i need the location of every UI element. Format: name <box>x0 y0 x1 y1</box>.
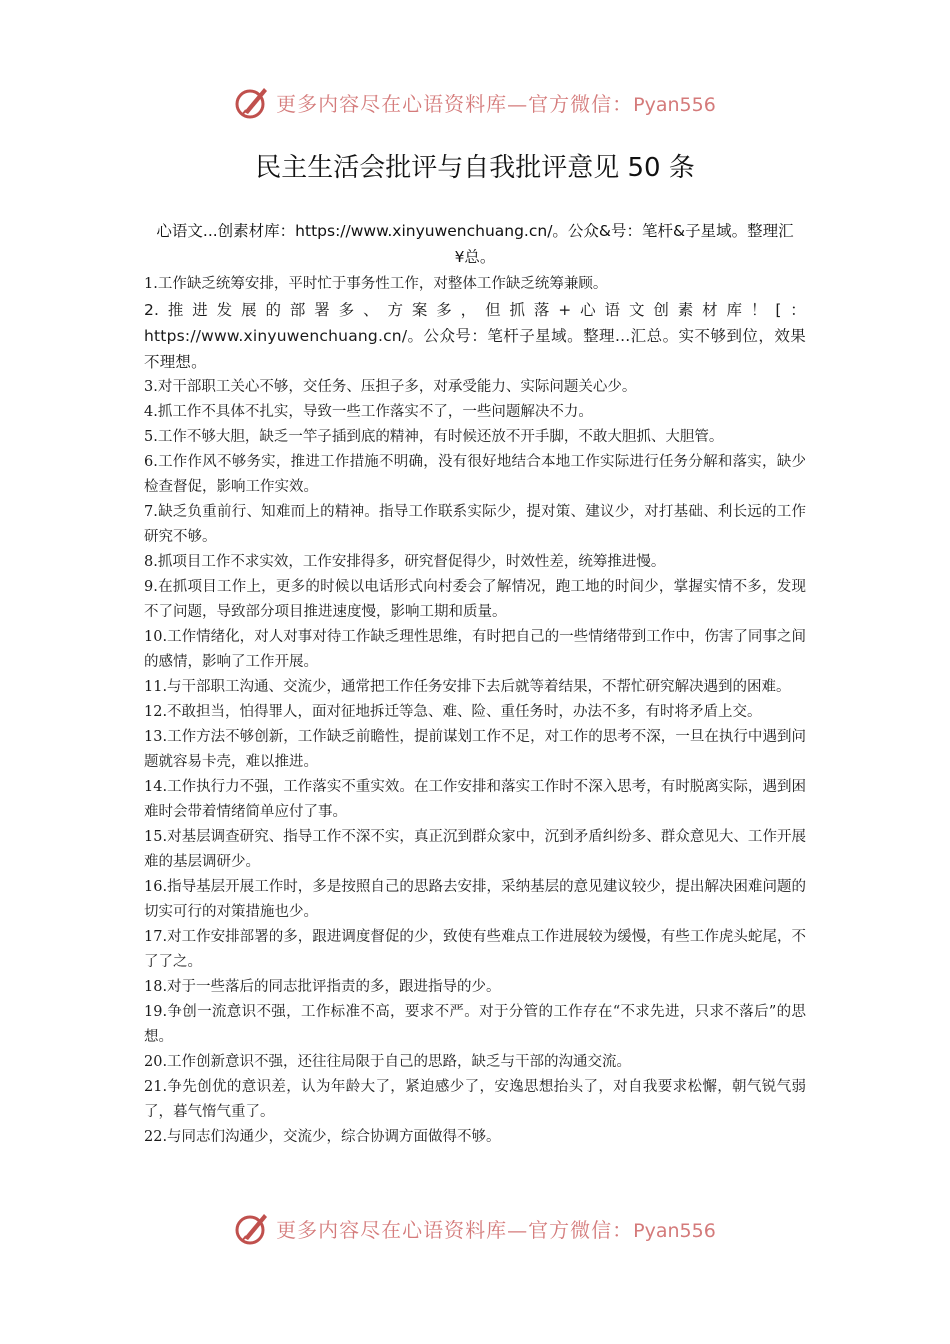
quill-logo-icon <box>234 1210 270 1246</box>
list-item: 7.缺乏负重前行、知难而上的精神。指导工作联系实际少，提对策、建议少，对打基础、利长远的工作研究不够。 <box>144 504 806 545</box>
list-item: 13.工作方法不够创新，工作缺乏前瞻性，提前谋划工作不足，对工作的思考不深，一旦在执行中遇到问题就容易卡壳，难以推进。 <box>144 729 806 770</box>
list-item: 16.指导基层开展工作时，多是按照自己的思路去安排，采纳基层的意见建议较少，提出解决困难问题的切实可行的对策措施也少。 <box>144 879 806 920</box>
document-body <box>144 218 806 1150</box>
list-item: 21.争先创优的意识差，认为年龄大了，紧迫感少了，安逸思想抬头了，对自我要求松懈，朝气锐气弱了，暮气惰气重了。 <box>144 1079 806 1120</box>
list-item: 15.对基层调查研究、指导工作不深不实，真正沉到群众家中，沉到矛盾纠纷多、群众意见大、工作开展难的基层调研少。 <box>144 829 806 870</box>
list-item: 3.对干部职工关心不够，交任务、压担子多，对承受能力、实际问题关心少。 <box>144 379 637 395</box>
list-item: 8.抓项目工作不求实效，工作安排得多，研究督促得少，时效性差，统筹推进慢。 <box>144 554 666 570</box>
list-item: 5.工作不够大胆，缺乏一竿子插到底的精神，有时候还放不开手脚，不敢大胆抓、大胆管。 <box>144 429 724 445</box>
footer-banner <box>0 1208 950 1248</box>
list-item: 20.工作创新意识不强，还往往局限于自己的思路，缺乏与干部的沟通交流。 <box>144 1054 632 1070</box>
list-item: 22.与同志们沟通少，交流少，综合协调方面做得不够。 <box>144 1129 501 1145</box>
intro-paragraph: 心语文...创素材库：https://www.xinyuwenchuang.cn/。公众&号：笔杆&子星域。整理汇¥总。 <box>156 222 794 266</box>
list-item: 11.与干部职工沟通、交流少，通常把工作任务安排下去后就等着结果，不帮忙研究解决遇到的困难。 <box>144 679 791 695</box>
footer-banner-text: 更多内容尽在心语资料库—官方微信：Pyan556 <box>276 1217 716 1242</box>
header-banner <box>0 82 950 122</box>
list-item: 12.不敢担当，怕得罪人，面对征地拆迁等急、难、险、重任务时，办法不多，有时将矛盾上交。 <box>144 704 762 720</box>
list-item: 2.推进发展的部署多、方案多，但抓落+心语文创素材库！[：https://www.xinyuwenchuang.cn/。公众号：笔杆子星域。整理...汇总。实不够到位，效果不理想。 <box>144 301 806 371</box>
header-banner-text: 更多内容尽在心语资料库—官方微信：Pyan556 <box>276 91 716 116</box>
list-item: 1.工作缺乏统筹安排，平时忙于事务性工作，对整体工作缺乏统筹兼顾。 <box>144 276 608 292</box>
list-item: 4.抓工作不具体不扎实，导致一些工作落实不了，一些问题解决不力。 <box>144 404 593 420</box>
list-item: 9.在抓项目工作上，更多的时候以电话形式向村委会了解情况，跑工地的时间少，掌握实情不多，发现不了问题，导致部分项目推进速度慢，影响工期和质量。 <box>144 579 806 620</box>
list-item: 6.工作作风不够务实，推进工作措施不明确，没有很好地结合本地工作实际进行任务分解和落实，缺少检查督促，影响工作实效。 <box>144 454 806 495</box>
page-title: 民主生活会批评与自我批评意见 50 条 <box>255 153 695 183</box>
quill-logo-icon <box>234 84 270 120</box>
list-item: 18.对于一些落后的同志批评指责的多，跟进指导的少。 <box>144 979 501 995</box>
list-item: 14.工作执行力不强，工作落实不重实效。在工作安排和落实工作时不深入思考，有时脱离实际，遇到困难时会带着情绪简单应付了事。 <box>144 779 806 820</box>
list-item: 10.工作情绪化，对人对事对待工作缺乏理性思维，有时把自己的一些情绪带到工作中，伤害了同事之间的感情，影响了工作开展。 <box>144 629 806 670</box>
list-item: 17.对工作安排部署的多，跟进调度督促的少，致使有些难点工作进展较为缓慢，有些工作虎头蛇尾，不了了之。 <box>144 929 806 970</box>
list-item: 19.争创一流意识不强，工作标准不高，要求不严。对于分管的工作存在“不求先进，只求不落后”的思想。 <box>144 1004 806 1045</box>
